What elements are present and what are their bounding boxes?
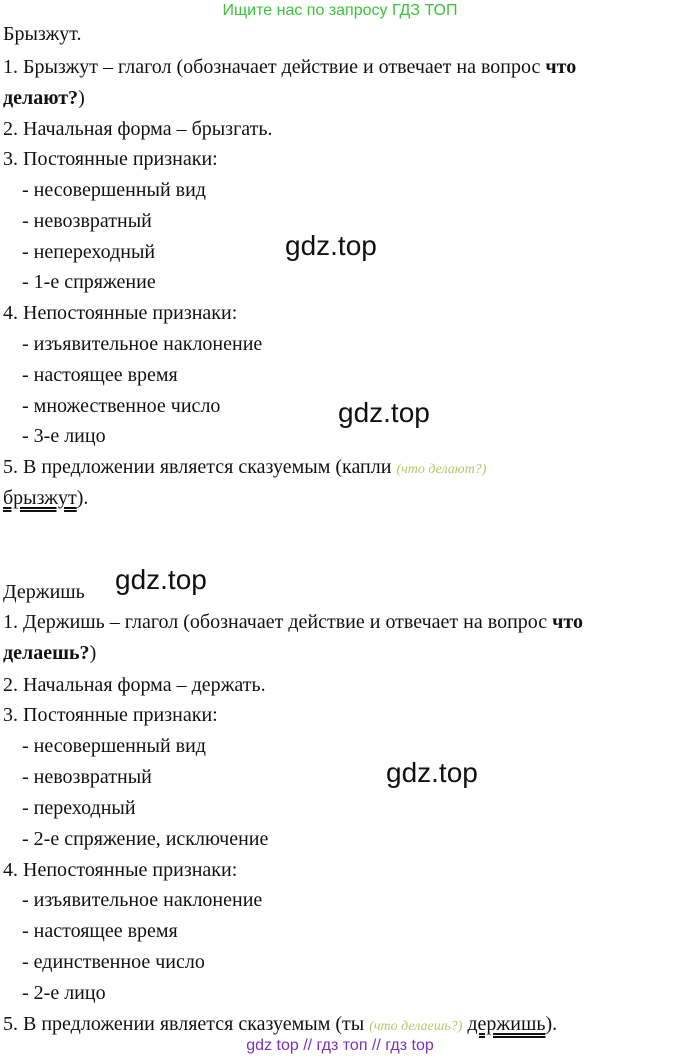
bottom-banner: gdz top // гдз топ // гдз top [246,1037,434,1054]
s1-item: - настоящее время [22,364,178,386]
s2-line-3: 3. Постоянные признаки: [3,704,218,726]
s2-line-5: 5. В предложении является сказуемым (ты (что делаешь?) держишь). [3,1013,558,1035]
s2-item: - изъявительное наклонение [22,889,263,911]
s1-line-1: 1. Брызжут – глагол (обозначает действие и отвечает на вопрос что [3,56,577,78]
s1-line-4: 4. Непостоянные признаки: [3,302,238,324]
s1-item: - 1-е спряжение [22,271,156,293]
watermark: gdz.top [115,564,207,595]
section1-title: Брызжут. [3,23,82,45]
s2-item: - 2-е спряжение, исключение [22,828,269,850]
s2-item: - невозвратный [22,766,152,788]
s2-line-2: 2. Начальная форма – держать. [3,674,266,696]
top-banner: Ищите нас по запросу ГДЗ ТОП [222,2,458,19]
watermark: gdz.top [285,230,377,261]
s1-item: - невозвратный [22,210,152,232]
s1-line-5: 5. В предложении является сказуемым (капли (что делают?) [3,456,487,478]
s1-item: - несовершенный вид [22,179,206,201]
watermark: gdz.top [386,757,478,788]
s1-item: - непереходный [22,241,156,263]
s2-item: - несовершенный вид [22,735,206,757]
watermark: gdz.top [338,397,430,428]
s2-line-4: 4. Непостоянные признаки: [3,859,238,881]
s1-line-2: 2. Начальная форма – брызгать. [3,118,273,140]
s1-line-3: 3. Постоянные признаки: [3,148,218,170]
s2-item: - 2-е лицо [22,982,106,1004]
s1-line-1-cont: делают?) [3,87,85,109]
s2-item: - настоящее время [22,920,178,942]
s2-item: - переходный [22,797,136,819]
s2-line-1-cont: делаешь?) [3,642,97,664]
s1-item: - множественное число [22,395,221,417]
s2-line-1: 1. Держишь – глагол (обозначает действие и отвечает на вопрос что [3,611,583,633]
s1-item: - 3-е лицо [22,425,106,447]
section2-title: Держишь [3,581,85,603]
s1-item: - изъявительное наклонение [22,333,263,355]
s2-item: - единственное число [22,951,205,973]
s1-line-5-cont: брызжут). [3,487,89,509]
